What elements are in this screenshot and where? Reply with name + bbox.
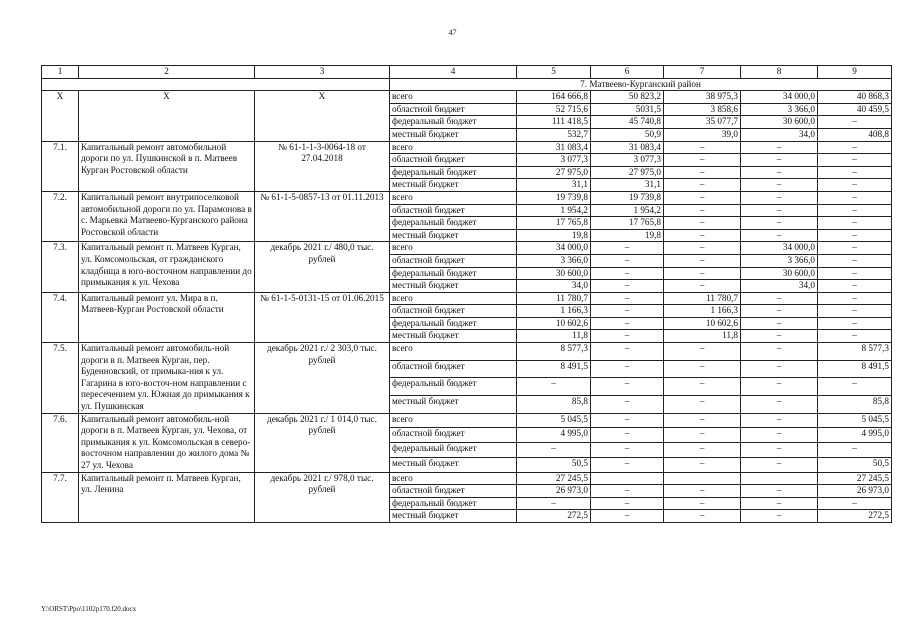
value-cell: 38 975,3 <box>664 91 741 104</box>
funding-source: федеральный бюджет <box>390 166 517 179</box>
value-cell: – <box>741 497 818 510</box>
funding-source: федеральный бюджет <box>390 378 517 396</box>
column-header: 3 <box>255 66 390 79</box>
value-cell: 27 245,5 <box>517 472 591 485</box>
funding-source: федеральный бюджет <box>390 497 517 510</box>
value-cell: – <box>664 428 741 443</box>
value-cell: – <box>591 485 664 498</box>
funding-source: областной бюджет <box>390 305 517 318</box>
funding-source: всего <box>390 292 517 305</box>
funding-source: областной бюджет <box>390 204 517 217</box>
section-title: 7. Матвеево-Курганский район <box>390 78 892 91</box>
value-cell: 10 602,6 <box>517 317 591 330</box>
funding-source: местный бюджет <box>390 395 517 413</box>
value-cell: 3 077,3 <box>517 154 591 167</box>
value-cell: 27 975,0 <box>591 166 664 179</box>
value-cell: – <box>664 510 741 523</box>
value-cell: 1 954,2 <box>591 204 664 217</box>
value-cell: 11,8 <box>517 330 591 343</box>
value-cell: 50,5 <box>818 457 892 472</box>
item-name: Капитальный ремонт автомобиль-ной дороги в п. Матвеев Курган, пер. Буденновский, от примыка-ния к ул. Гагарина в юго-восточ-ном направлении с пересечением ул. Южная до примыкания к ул. Пушкинская <box>79 343 255 414</box>
table-cell <box>42 78 390 91</box>
funding-source: всего <box>390 141 517 154</box>
value-cell: – <box>591 413 664 428</box>
value-cell: 19 739,8 <box>591 191 664 204</box>
funding-source: областной бюджет <box>390 360 517 378</box>
value-cell: – <box>741 360 818 378</box>
column-header: 4 <box>390 66 517 79</box>
funding-source: всего <box>390 472 517 485</box>
value-cell: 34 000,0 <box>517 242 591 255</box>
value-cell: – <box>664 457 741 472</box>
value-cell: – <box>818 217 892 230</box>
x-mark-cell: X <box>42 91 79 141</box>
value-cell: 40 459,5 <box>818 103 892 116</box>
value-cell: 3 366,0 <box>741 103 818 116</box>
value-cell: – <box>818 204 892 217</box>
value-cell: – <box>741 217 818 230</box>
item-number: 7.7. <box>42 472 79 522</box>
value-cell: – <box>741 204 818 217</box>
column-header: 2 <box>79 66 255 79</box>
item-number: 7.1. <box>42 141 79 191</box>
value-cell: – <box>591 292 664 305</box>
column-header: 9 <box>818 66 892 79</box>
value-cell: – <box>741 141 818 154</box>
table-row <box>42 413 892 428</box>
value-cell: 5 045,5 <box>517 413 591 428</box>
item-name: Капитальный ремонт автомобиль-ной дороги в п. Матвеев Курган, ул. Чехова, от примыкания к ул. Комсомольская в северо-восточном направлении до жилого дома № 27 ул. Чехова <box>79 413 255 472</box>
item-document: декабрь 2021 г./ 978,0 тыс. рублей <box>255 472 390 522</box>
item-document: № 61-1-5-0131-15 от 01.06.2015 <box>255 292 390 342</box>
value-cell: 34,0 <box>741 280 818 293</box>
funding-source: федеральный бюджет <box>390 267 517 280</box>
value-cell: – <box>664 443 741 458</box>
value-cell: – <box>818 292 892 305</box>
value-cell: – <box>664 141 741 154</box>
value-cell: – <box>664 217 741 230</box>
table-row <box>42 292 892 305</box>
value-cell: 8 577,3 <box>517 343 591 361</box>
value-cell: – <box>741 191 818 204</box>
value-cell: 272,5 <box>517 510 591 523</box>
value-cell: – <box>591 395 664 413</box>
value-cell: – <box>591 343 664 361</box>
x-mark-cell: X <box>79 91 255 141</box>
column-header: 5 <box>517 66 591 79</box>
value-cell: – <box>664 378 741 396</box>
value-cell: 50,5 <box>517 457 591 472</box>
value-cell: – <box>818 330 892 343</box>
item-name: Капитальный ремонт п. Матвеев Курган, ул. Комсомольская, от гражданского кладбища в юго-восточном направлении до примыкания к ул. Чехова <box>79 242 255 292</box>
value-cell: 85,8 <box>818 395 892 413</box>
value-cell: 8 491,5 <box>517 360 591 378</box>
value-cell: – <box>664 267 741 280</box>
funding-source: местный бюджет <box>390 510 517 523</box>
value-cell <box>741 472 818 485</box>
funding-source: местный бюджет <box>390 179 517 192</box>
value-cell: – <box>591 443 664 458</box>
value-cell: – <box>664 413 741 428</box>
column-header: 7 <box>664 66 741 79</box>
item-name: Капитальный ремонт п. Матвеев Курган, ул. Ленина <box>79 472 255 522</box>
value-cell: 85,8 <box>517 395 591 413</box>
value-cell: 1 954,2 <box>517 204 591 217</box>
funding-source: федеральный бюджет <box>390 317 517 330</box>
value-cell <box>664 472 741 485</box>
value-cell: – <box>591 254 664 267</box>
value-cell: – <box>741 317 818 330</box>
value-cell: 31 083,4 <box>517 141 591 154</box>
value-cell: 50,9 <box>591 128 664 141</box>
item-number: 7.6. <box>42 413 79 472</box>
column-header: 8 <box>741 66 818 79</box>
funding-source: областной бюджет <box>390 254 517 267</box>
value-cell: 1 166,3 <box>517 305 591 318</box>
value-cell: 30 600,0 <box>517 267 591 280</box>
item-document: № 61-1-5-0857-13 от 01.11.2013 <box>255 191 390 241</box>
item-number: 7.4. <box>42 292 79 342</box>
value-cell: 26 973,0 <box>517 485 591 498</box>
value-cell: 1 166,3 <box>664 305 741 318</box>
funding-source: федеральный бюджет <box>390 116 517 129</box>
value-cell: 11 780,7 <box>517 292 591 305</box>
value-cell: 30 600,0 <box>741 116 818 129</box>
value-cell: – <box>591 330 664 343</box>
value-cell: – <box>741 428 818 443</box>
item-number: 7.3. <box>42 242 79 292</box>
value-cell: – <box>818 141 892 154</box>
value-cell: 19,8 <box>517 229 591 242</box>
footer-file-path: Y:\ORST\Ppo\1102p170.f20.docx <box>41 605 137 613</box>
value-cell: – <box>664 154 741 167</box>
value-cell: – <box>741 229 818 242</box>
value-cell: – <box>741 457 818 472</box>
value-cell: – <box>818 267 892 280</box>
value-cell: 8 491,5 <box>818 360 892 378</box>
value-cell: – <box>591 497 664 510</box>
value-cell: 27 975,0 <box>517 166 591 179</box>
value-cell: – <box>591 510 664 523</box>
value-cell: – <box>818 378 892 396</box>
table-row <box>42 141 892 154</box>
budget-table <box>41 65 892 523</box>
item-number: 7.2. <box>42 191 79 241</box>
value-cell: – <box>741 292 818 305</box>
funding-source: областной бюджет <box>390 428 517 443</box>
value-cell: – <box>664 191 741 204</box>
value-cell: – <box>818 191 892 204</box>
value-cell: 3 858,6 <box>664 103 741 116</box>
column-header: 1 <box>42 66 79 79</box>
value-cell: – <box>818 116 892 129</box>
section-title-row <box>42 78 892 91</box>
value-cell: – <box>591 317 664 330</box>
value-cell: 40 868,3 <box>818 91 892 104</box>
value-cell: – <box>818 280 892 293</box>
table-row <box>42 472 892 485</box>
value-cell: 11,8 <box>664 330 741 343</box>
value-cell: 272,5 <box>818 510 892 523</box>
value-cell: – <box>664 179 741 192</box>
value-cell: 111 418,5 <box>517 116 591 129</box>
value-cell <box>591 472 664 485</box>
table-row <box>42 242 892 255</box>
value-cell: – <box>517 378 591 396</box>
value-cell: 532,7 <box>517 128 591 141</box>
funding-source: областной бюджет <box>390 485 517 498</box>
value-cell: 3 366,0 <box>517 254 591 267</box>
item-name: Капитальный ремонт автомобильной дороги по ул. Пушкинской в п. Матвеев Курган Ростовской области <box>79 141 255 191</box>
value-cell: – <box>741 413 818 428</box>
value-cell: 31 083,4 <box>591 141 664 154</box>
item-document: № 61-1-1-3-0064-18 от 27.04.2018 <box>255 141 390 191</box>
value-cell: – <box>591 280 664 293</box>
value-cell: 35 077,7 <box>664 116 741 129</box>
item-name: Капитальный ремонт внутрипоселковой автомобильной дороги по ул. Парамонова в с. Марьевка Матвеево-Курганского района Ростовской области <box>79 191 255 241</box>
value-cell: – <box>664 497 741 510</box>
value-cell: 27 245,5 <box>818 472 892 485</box>
value-cell: – <box>664 242 741 255</box>
value-cell: – <box>818 242 892 255</box>
funding-source: всего <box>390 242 517 255</box>
value-cell: – <box>591 305 664 318</box>
value-cell: – <box>591 360 664 378</box>
value-cell: – <box>818 254 892 267</box>
value-cell: 34,0 <box>741 128 818 141</box>
value-cell: – <box>591 267 664 280</box>
value-cell: – <box>818 497 892 510</box>
value-cell: – <box>741 154 818 167</box>
value-cell: – <box>818 443 892 458</box>
value-cell: 45 740,8 <box>591 116 664 129</box>
funding-source: местный бюджет <box>390 229 517 242</box>
value-cell: – <box>818 166 892 179</box>
value-cell: – <box>818 305 892 318</box>
value-cell: – <box>741 378 818 396</box>
value-cell: 34 000,0 <box>741 242 818 255</box>
value-cell: 34 000,0 <box>741 91 818 104</box>
value-cell: – <box>517 443 591 458</box>
value-cell: – <box>591 428 664 443</box>
value-cell: – <box>664 229 741 242</box>
funding-source: областной бюджет <box>390 103 517 116</box>
value-cell: – <box>818 317 892 330</box>
value-cell: – <box>741 330 818 343</box>
value-cell: – <box>741 343 818 361</box>
value-cell: – <box>591 242 664 255</box>
value-cell: 17 765,8 <box>517 217 591 230</box>
value-cell: 30 600,0 <box>741 267 818 280</box>
value-cell: – <box>664 280 741 293</box>
page-number: 47 <box>448 28 457 37</box>
value-cell: 3 077,3 <box>591 154 664 167</box>
funding-source: областной бюджет <box>390 154 517 167</box>
value-cell: – <box>741 395 818 413</box>
value-cell: 31,1 <box>517 179 591 192</box>
table-row <box>42 343 892 361</box>
value-cell: – <box>741 166 818 179</box>
value-cell: – <box>664 360 741 378</box>
funding-source: всего <box>390 91 517 104</box>
value-cell: – <box>664 166 741 179</box>
value-cell: 34,0 <box>517 280 591 293</box>
value-cell: – <box>741 485 818 498</box>
item-document: декабрь 2021 г./ 1 014,0 тыс. рублей <box>255 413 390 472</box>
value-cell: 50 823,2 <box>591 91 664 104</box>
value-cell: – <box>741 179 818 192</box>
value-cell: – <box>741 443 818 458</box>
funding-source: местный бюджет <box>390 457 517 472</box>
x-mark-cell: X <box>255 91 390 141</box>
value-cell: – <box>591 378 664 396</box>
value-cell: – <box>664 254 741 267</box>
value-cell: 5 045,5 <box>818 413 892 428</box>
value-cell: – <box>664 485 741 498</box>
funding-source: федеральный бюджет <box>390 217 517 230</box>
item-document: декабрь 2021 г./ 480,0 тыс. рублей <box>255 242 390 292</box>
value-cell: – <box>664 204 741 217</box>
funding-source: федеральный бюджет <box>390 443 517 458</box>
header-row <box>42 66 892 79</box>
value-cell: 8 577,3 <box>818 343 892 361</box>
value-cell: – <box>818 229 892 242</box>
value-cell: 4 995,0 <box>517 428 591 443</box>
value-cell: – <box>741 305 818 318</box>
funding-source: всего <box>390 191 517 204</box>
funding-source: местный бюджет <box>390 330 517 343</box>
value-cell: 3 366,0 <box>741 254 818 267</box>
value-cell: 408,8 <box>818 128 892 141</box>
value-cell: – <box>591 457 664 472</box>
funding-source: всего <box>390 413 517 428</box>
value-cell: – <box>517 497 591 510</box>
item-document: декабрь 2021 г./ 2 303,0 тыс. рублей <box>255 343 390 414</box>
value-cell: 31,1 <box>591 179 664 192</box>
value-cell: 39,0 <box>664 128 741 141</box>
value-cell: 26 973,0 <box>818 485 892 498</box>
table-body <box>42 78 892 522</box>
value-cell: 52 715,6 <box>517 103 591 116</box>
value-cell: – <box>818 179 892 192</box>
value-cell: 4 995,0 <box>818 428 892 443</box>
value-cell: – <box>664 395 741 413</box>
value-cell: 11 780,7 <box>664 292 741 305</box>
value-cell: 19,8 <box>591 229 664 242</box>
value-cell: 19 739,8 <box>517 191 591 204</box>
column-header: 6 <box>591 66 664 79</box>
funding-source: местный бюджет <box>390 280 517 293</box>
value-cell: 10 602,6 <box>664 317 741 330</box>
item-number: 7.5. <box>42 343 79 414</box>
table-row <box>42 91 892 104</box>
value-cell: – <box>741 510 818 523</box>
value-cell: 17 765,8 <box>591 217 664 230</box>
value-cell: 164 666,8 <box>517 91 591 104</box>
funding-source: всего <box>390 343 517 361</box>
funding-source: местный бюджет <box>390 128 517 141</box>
value-cell: – <box>664 343 741 361</box>
value-cell: – <box>818 154 892 167</box>
value-cell: 5031,5 <box>591 103 664 116</box>
table-row <box>42 191 892 204</box>
item-name: Капитальный ремонт ул. Мира в п. Матвеев-Курган Ростовской области <box>79 292 255 342</box>
